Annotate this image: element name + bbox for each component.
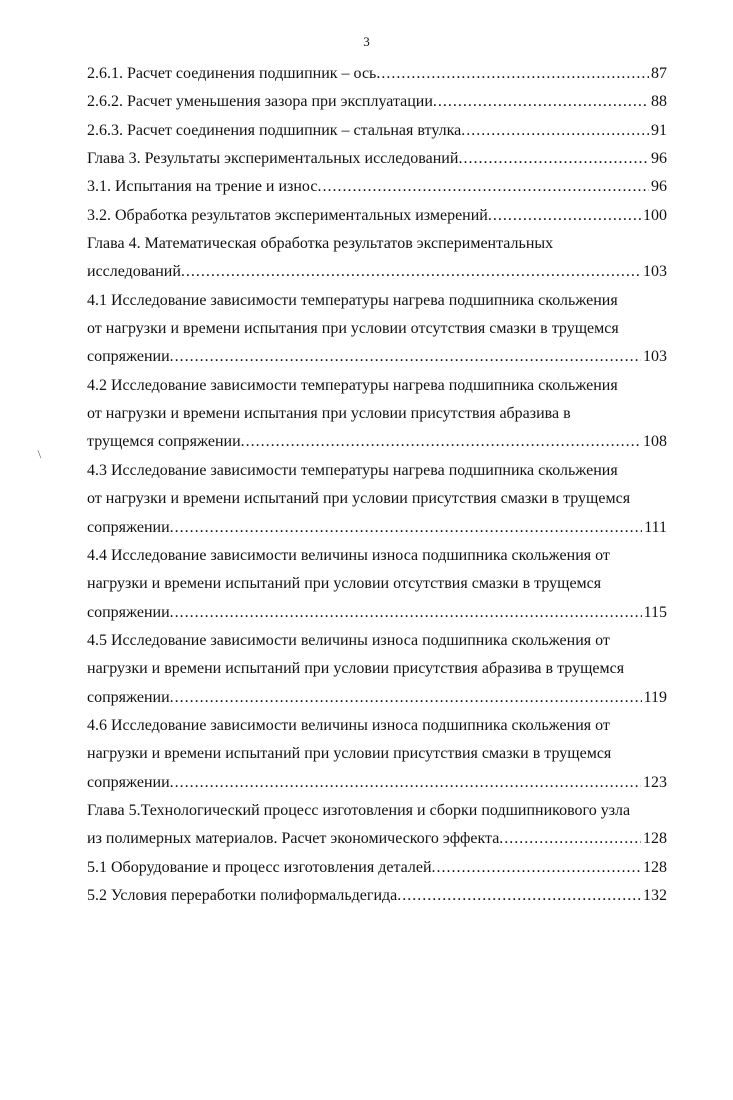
- dot-leader: [432, 854, 641, 882]
- dot-leader: [170, 769, 641, 797]
- toc-entry-title: 2.6.2. Расчет уменьшения зазора при эксплуатации: [87, 93, 433, 111]
- toc-entry-page: 115: [643, 603, 667, 621]
- toc-entry-line: Глава 5.Технологический процесс изготовления и сборки подшипникового узла: [87, 801, 631, 819]
- toc-entry-line: от нагрузки и времени испытаний при условии присутствия смазки в трущемся: [87, 490, 631, 508]
- toc-entry: [87, 542, 667, 627]
- toc-entry: [87, 173, 667, 201]
- toc-entry-page: 108: [643, 433, 667, 451]
- toc-entry: [87, 145, 667, 173]
- toc-entry-page: 91: [651, 121, 667, 139]
- toc-entry-title: 5.1 Оборудование и процесс изготовления деталей: [87, 858, 432, 876]
- toc-entry-leader-line: [87, 428, 667, 456]
- scan-mark: /: [33, 447, 46, 461]
- toc-entry-leader-line: [87, 882, 667, 910]
- toc-entry-line: 4.2 Исследование зависимости температуры нагрева подшипника скольжения: [87, 376, 618, 394]
- toc-entry-leader-line: [87, 825, 667, 853]
- dot-leader: [488, 202, 641, 230]
- dot-leader: [458, 145, 649, 173]
- dot-leader: [170, 599, 642, 627]
- toc-entry-leader-line: [87, 258, 667, 286]
- toc-entry-page: 128: [643, 858, 667, 876]
- toc-entry-page: 103: [643, 263, 667, 281]
- toc-entry-leader-line: [87, 769, 667, 797]
- toc-entry-page: 128: [643, 830, 667, 848]
- toc-entry-line: 4.4 Исследование зависимости величины износа подшипника скольжения от: [87, 546, 610, 564]
- toc-entry: [87, 712, 667, 797]
- table-of-contents: [87, 60, 667, 910]
- dot-leader: [499, 825, 641, 853]
- toc-entry-page: 87: [651, 65, 667, 82]
- toc-entry-leader-line: [87, 117, 667, 145]
- toc-entry: [87, 457, 667, 542]
- toc-entry-line: 4.1 Исследование зависимости температуры нагрева подшипника скольжения: [87, 291, 618, 309]
- toc-entry-title: 5.2 Условия переработки полиформальдегида: [87, 886, 398, 904]
- toc-entry-title: сопряжении: [87, 688, 170, 706]
- toc-entry-title: исследований: [87, 263, 181, 281]
- toc-entry: [87, 882, 667, 910]
- toc-entry-line: от нагрузки и времени испытания при условии отсутствия смазки в трущемся: [87, 320, 619, 338]
- toc-entry-line: нагрузки и времени испытаний при условии присутствия смазки в трущемся: [87, 745, 612, 763]
- toc-entry-page: 111: [644, 518, 667, 536]
- toc-entry-title: сопряжении: [87, 518, 170, 536]
- toc-entry-leader-line: [87, 202, 667, 230]
- toc-entry-page: 96: [651, 178, 667, 196]
- toc-entry-line: 4.6 Исследование зависимости величины износа подшипника скольжения от: [87, 716, 610, 734]
- toc-entry: [87, 88, 667, 116]
- toc-entry-title: Глава 3. Результаты экспериментальных исследований: [87, 150, 459, 168]
- toc-entry: [87, 230, 667, 287]
- dot-leader: [170, 343, 641, 371]
- toc-entry: [87, 202, 667, 230]
- dot-leader: [433, 88, 649, 116]
- dot-leader: [241, 428, 641, 456]
- toc-entry-leader-line: [87, 684, 667, 712]
- toc-entry-line: 4.5 Исследование зависимости величины износа подшипника скольжения от: [87, 631, 610, 649]
- toc-entry-page: 123: [643, 773, 667, 791]
- toc-entry: [87, 854, 667, 882]
- toc-entry-title: из полимерных материалов. Расчет экономического эффекта: [87, 830, 500, 848]
- toc-entry-leader-line: [87, 145, 667, 173]
- toc-entry-page: 96: [651, 150, 667, 168]
- toc-entry-page: 132: [643, 886, 667, 904]
- toc-entry-title: сопряжении: [87, 773, 170, 791]
- toc-entry: [87, 797, 667, 854]
- dot-leader: [170, 684, 642, 712]
- toc-entry-page: 119: [643, 688, 667, 706]
- dot-leader: [317, 173, 649, 201]
- toc-entry: [87, 60, 667, 88]
- toc-entry-line: Глава 4. Математическая обработка результатов экспериментальных: [87, 235, 554, 253]
- toc-entry: [87, 627, 667, 712]
- toc-entry-line: нагрузки и времени испытаний при условии отсутствия смазки в трущемся: [87, 575, 602, 593]
- page-number: 3: [363, 34, 370, 49]
- toc-entry-page: 100: [643, 206, 667, 224]
- toc-entry-leader-line: [87, 514, 667, 542]
- toc-entry-leader-line: [87, 599, 667, 627]
- toc-entry-title: 2.6.1. Расчет соединения подшипник – ось: [87, 65, 377, 82]
- toc-entry-title: 2.6.3. Расчет соединения подшипник – стальная втулка: [87, 121, 462, 139]
- toc-entry-line: от нагрузки и времени испытания при условии присутствия абразива в: [87, 405, 571, 423]
- dot-leader: [461, 117, 649, 145]
- toc-entry-line: нагрузки и времени испытаний при условии присутствия абразива в трущемся: [87, 660, 625, 678]
- dot-leader: [376, 60, 649, 88]
- toc-entry-title: трущемся сопряжении: [87, 433, 241, 451]
- toc-entry-title: сопряжении: [87, 603, 170, 621]
- toc-entry-page: 103: [643, 348, 667, 366]
- toc-entry-leader-line: [87, 88, 667, 116]
- toc-entry-leader-line: [87, 173, 667, 201]
- toc-entry-title: сопряжении: [87, 348, 170, 366]
- toc-entry-leader-line: [87, 60, 667, 88]
- toc-entry-leader-line: [87, 343, 667, 371]
- toc-entry: [87, 372, 667, 457]
- dot-leader: [170, 514, 643, 542]
- toc-entry-title: 3.2. Обработка результатов экспериментальных измерений: [87, 206, 488, 224]
- toc-entry: [87, 117, 667, 145]
- toc-entry-leader-line: [87, 854, 667, 882]
- dot-leader: [181, 258, 641, 286]
- toc-entry-page: 88: [651, 93, 667, 111]
- toc-entry-line: 4.3 Исследование зависимости температуры нагрева подшипника скольжения: [87, 461, 618, 479]
- toc-entry: [87, 287, 667, 372]
- dot-leader: [397, 882, 641, 910]
- toc-entry-title: 3.1. Испытания на трение и износ: [87, 178, 318, 196]
